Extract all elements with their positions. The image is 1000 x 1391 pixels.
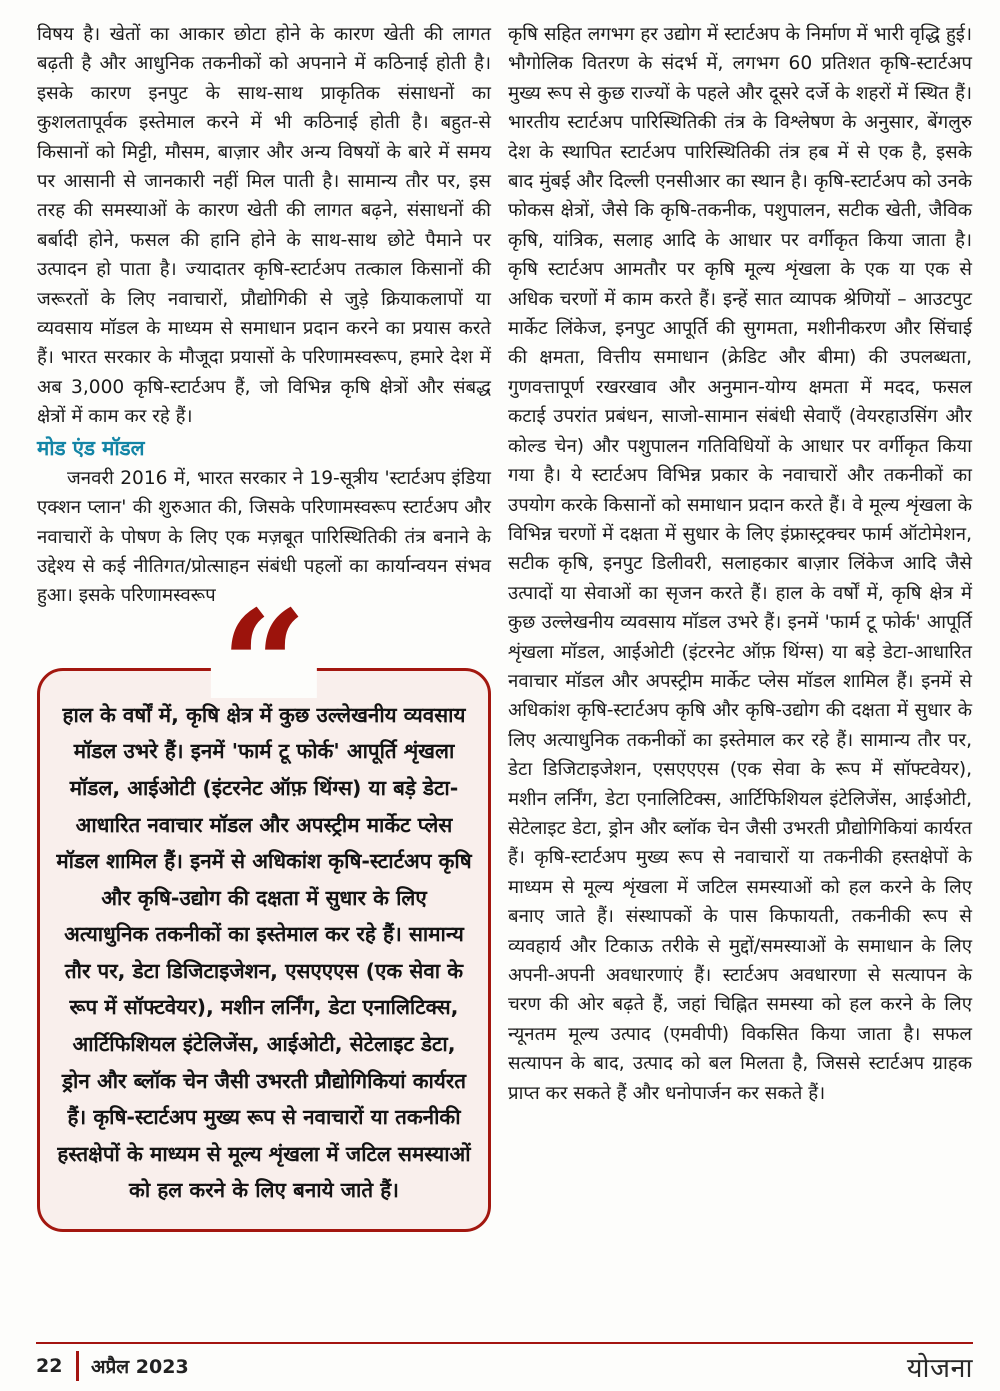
- section-heading: मोड एंड मॉडल: [37, 435, 145, 460]
- body-paragraph: जनवरी 2016 में, भारत सरकार ने 19-सूत्रीय 'स्टार्टअप इंडिया एक्शन प्लान' की शुरुआत की, जिसके परिणामस्वरूप स्टार्टअप और नवाचारों के पोषण के लिए एक मज़बूत पारिस्थितिकी तंत्र बनाने के उद्देश्य से कई नीतिगत/प्रोत्साहन संबंधी पहलों का कार्यान्वयन संभव हुआ। इसके परिणामस्वरूप: [37, 467, 491, 607]
- body-paragraph: कृषि सहित लगभग हर उद्योग में स्टार्टअप के निर्माण में भारी वृद्धि हुई। भौगोलिक वितरण के संदर्भ में, लगभग 60 प्रतिशत कृषि-स्टार्टअप मुख्य रूप से कुछ राज्यों के पहले और दूसरे दर्जे के शहरों में स्थित हैं। भारतीय स्टार्टअप पारिस्थितिकी तंत्र के विश्लेषण के अनुसार, बेंगलुरु देश के स्थापित स्टार्टअप पारिस्थितिकी तंत्र हब में से एक है, इसके बाद मुंबई और दिल्ली एनसीआर का स्थान है। कृषि-स्टार्टअप को उनके फोकस क्षेत्रों, जैसे कि कृषि-तकनीक, पशुपालन, सटीक खेती, जैविक कृषि, यांत्रिक, सलाह आदि के आधार पर वर्गीकृत किया जाता है। कृषि स्टार्टअप आमतौर पर कृषि मूल्य शृंखला के एक या एक से अधिक चरणों में काम करते हैं। इन्हें सात व्यापक श्रेणियों – आउटपुट मार्केट लिंकेज, इनपुट आपूर्ति की सुगमता, मशीनीकरण और सिंचाई की क्षमता, वित्तीय समाधान (क्रेडिट और बीमा) की उपलब्धता, गुणवत्तापूर्ण रखरखाव और अनुमान-योग्य क्षमता में मदद, फसल कटाई उपरांत प्रबंधन, साजो-सामान संबंधी सेवाएँ (वेयरहाउसिंग और कोल्ड चेन) और पशुपालन गतिविधियों के आधार पर वर्गीकृत किया गया है। ये स्टार्टअप विभिन्न प्रकार के नवाचारों और तकनीकों का उपयोग करके किसानों को समाधान प्रदान करते हैं। वे मूल्य शृंखला के विभिन्न चरणों में दक्षता में सुधार के लिए इंफ्रास्ट्रक्चर फार्म ऑटोमेशन, सटीक कृषि, इनपुट डिलीवरी, सलाहकार बाज़ार लिंकेज आदि जैसे उत्पादों या सेवाओं का सृजन करते हैं। हाल के वर्षों में, कृषि क्षेत्र में कुछ उल्लेखनीय व्यवसाय मॉडल उभरे हैं। इनमें 'फार्म टू फोर्क' आपूर्ति शृंखला मॉडल, आईओटी (इंटरनेट ऑफ़ थिंग्स) या बड़े डेटा-आधारित नवाचार मॉडल और अपस्ट्रीम मार्केट प्लेस मॉडल शामिल हैं। इनमें से अधिकांश कृषि-स्टार्टअप कृषि और कृषि-उद्योग की दक्षता में सुधार के लिए अत्याधुनिक तकनीकों का इस्तेमाल कर रहे हैं। सामान्य तौर पर, डेटा डिजिटाइजेशन, एसएएएस (एक सेवा के रूप में सॉफ्टवेयर), मशीन लर्निंग, डेटा एनालिटिक्स, आर्टिफिशियल इंटेलिजेंस, आईओटी, सेटेलाइट डेटा, ड्रोन और ब्लॉक चेन जैसी उभरती प्रौद्योगिकियां कार्यरत हैं। कृषि-स्टार्टअप मुख्य रूप से नवाचारों या तकनीकी हस्तक्षेपों के माध्यम से मूल्य शृंखला में जटिल समस्याओं को हल करने के लिए बनाए जाते हैं। संस्थापकों के पास किफायती, तकनीकी रूप से व्यवहार्य और टिकाऊ तरीके से मुद्दों/समस्याओं के समाधान के लिए अपनी-अपनी अवधारणाएं हैं। स्टार्टअप अवधारणा से सत्यापन के चरण की ओर बढ़ते हैं, जहां चिह्नित समस्या को हल करने के लिए न्यूनतम मूल्य उत्पाद (एमवीपी) विकसित किया जाता है। सफल सत्यापन के बाद, उत्पाद को बल मिलता है, जिससे स्टार्टअप ग्राहक प्राप्त कर सकते हैं और धनोपार्जन कर सकते हैं।: [508, 24, 972, 1104]
- pull-quote-box: [37, 577, 491, 1232]
- body-paragraph: विषय है। खेतों का आकार छोटा होने के कारण खेती की लागत बढ़ती है और आधुनिक तकनीकों को अपनाने में कठिनाई होती है। इसके कारण इनपुट के साथ-साथ प्राकृतिक संसाधनों का कुशलतापूर्वक इस्तेमाल करने में भी कठिनाई होती है। बहुत-से किसानों को मिट्टी, मौसम, बाज़ार और अन्य विषयों के बारे में समय पर आसानी से जानकारी नहीं मिल पाती है। सामान्य तौर पर, इस तरह की समस्याओं के कारण खेती की लागत बढ़ने, संसाधनों की बर्बादी होने, फसल की हानि होने के साथ-साथ छोटे पैमाने पर उत्पादन हो पाता है। ज्यादातर कृषि-स्टार्टअप तत्काल किसानों की जरूरतों के लिए नवाचारों, प्रौद्योगिकी से जुड़े क्रियाकलापों या व्यवसाय मॉडल के माध्यम से समाधान प्रदान करने का प्रयास करते हैं। भारत सरकार के मौजूदा प्रयासों के परिणामस्वरूप, हमारे देश में अब 3,000 कृषि-स्टार्टअप हैं, जो विभिन्न कृषि क्षेत्रों और संबद्ध क्षेत्रों में काम कर रहे हैं।: [37, 24, 491, 428]
- two-column-layout: [37, 20, 972, 1232]
- footer-left-group: [36, 1351, 189, 1381]
- page-number: 22: [36, 1355, 63, 1377]
- left-column: [37, 20, 491, 1232]
- pull-quote-text: हाल के वर्षों में, कृषि क्षेत्र में कुछ उल्लेखनीय व्यवसाय मॉडल उभरे हैं। इनमें 'फार्म टू फोर्क' आपूर्ति शृंखला मॉडल, आईओटी (इंटरनेट ऑफ़ थिंग्स) या बड़े डेटा-आधारित नवाचार मॉडल और अपस्ट्रीम मार्केट प्लेस मॉडल शामिल हैं। इनमें से अधिकांश कृषि-स्टार्टअप कृषि और कृषि-उद्योग की दक्षता में सुधार के लिए अत्याधुनिक तकनीकों का इस्तेमाल कर रहे हैं। सामान्य तौर पर, डेटा डिजिटाइजेशन, एसएएएस (एक सेवा के रूप में सॉफ्टवेयर), मशीन लर्निंग, डेटा एनालिटिक्स, आर्टिफिशियल इंटेलिजेंस, आईओटी, सेटेलाइट डेटा, ड्रोन और ब्लॉक चेन जैसी उभरती प्रौद्योगिकियां कार्यरत हैं। कृषि-स्टार्टअप मुख्य रूप से नवाचारों या तकनीकी हस्तक्षेपों के माध्यम से मूल्य शृंखला में जटिल समस्याओं को हल करने के लिए बनाये जाते हैं।: [56, 702, 472, 1203]
- footer-divider: [76, 1351, 79, 1381]
- magazine-title: योजना: [906, 1352, 973, 1384]
- page-footer: [36, 1348, 973, 1384]
- quote-mark-icon: “: [211, 612, 317, 698]
- footer-rule: [36, 1342, 973, 1344]
- issue-date: अप्रैल 2023: [90, 1356, 189, 1378]
- right-column: [508, 20, 972, 1232]
